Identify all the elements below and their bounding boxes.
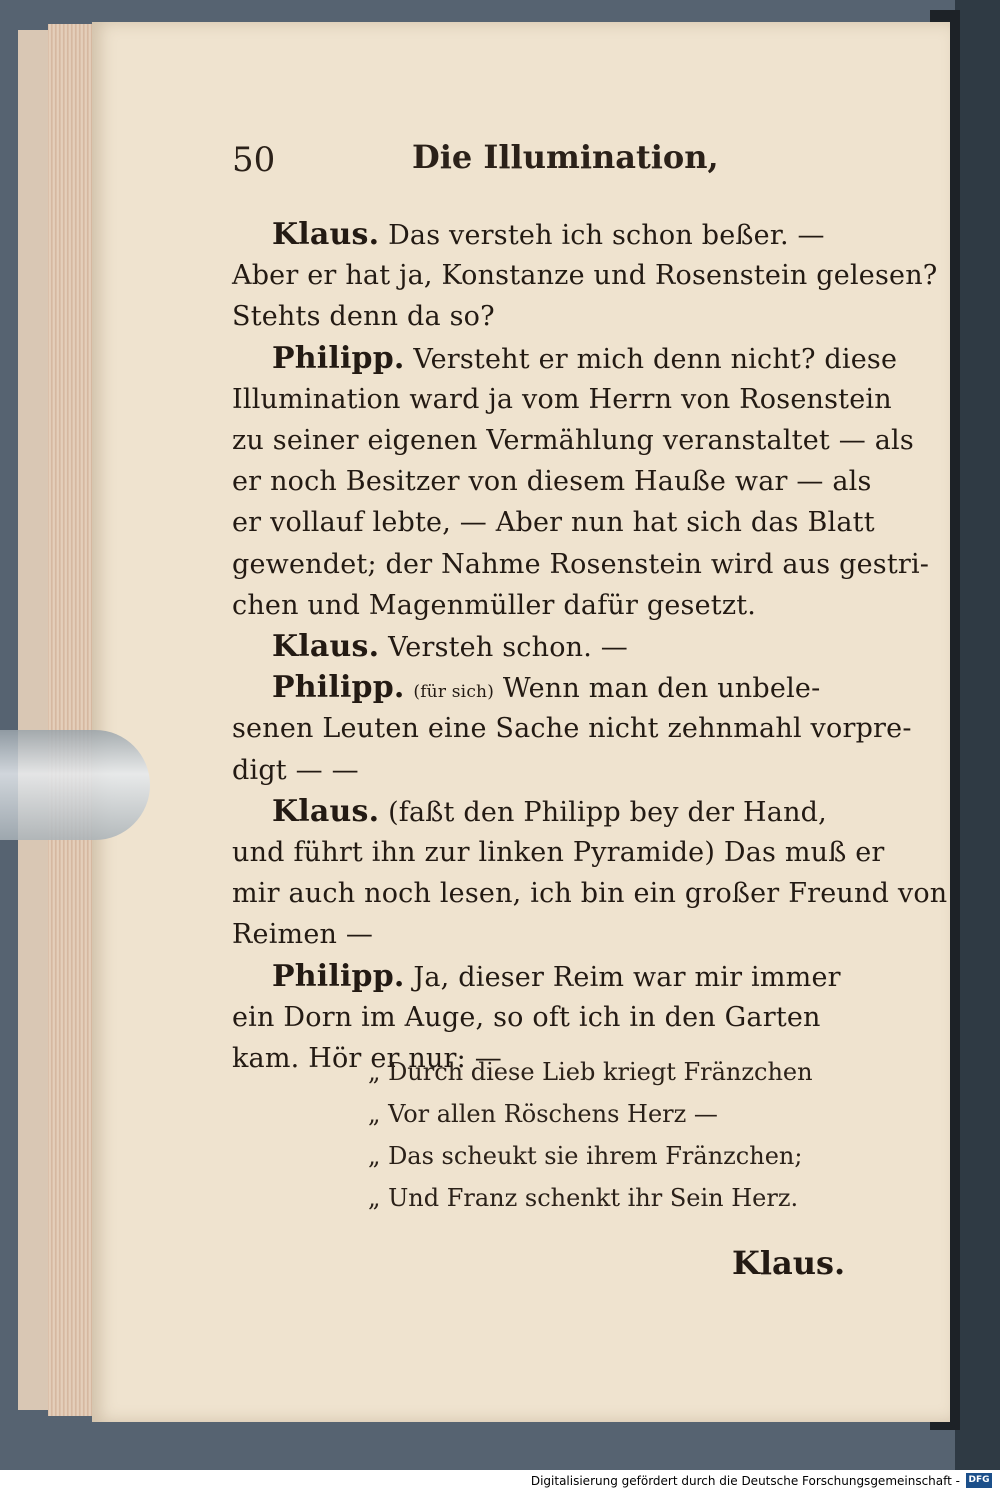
text-line (232, 586, 872, 626)
line-text: Das versteh ich schon beßer. — (388, 220, 825, 251)
text-line (272, 957, 872, 998)
line-text: chen und Magenmüller dafür gesetzt. (232, 589, 757, 621)
text-line (272, 668, 872, 712)
text-line (232, 751, 872, 791)
text-line (232, 256, 938, 296)
line-text: und führt ihn zur linken Pyramide) Das muß er (232, 837, 885, 868)
line-text: Wenn man den unbele- (502, 673, 821, 705)
speaker-name: Klaus. (272, 217, 380, 252)
text-line (232, 874, 948, 914)
speaker-name: Philipp. (272, 958, 405, 994)
line-text: er vollauf lebte, — Aber nun hat sich das Blatt (232, 507, 875, 539)
line-text: gewendet; der Nahme Rosenstein wird aus gestri- (232, 548, 930, 580)
text-line (232, 462, 872, 502)
page-clip (0, 730, 150, 840)
verse-line: „ Und Franz schenkt ihr Sein Herz. (368, 1184, 799, 1212)
verse-line: „ Das scheukt sie ihrem Fränzchen; (368, 1142, 803, 1170)
line-text: (faßt den Philipp bey der Hand, (388, 796, 827, 828)
line-text: ein Dorn im Auge, so oft ich in den Garten (232, 1001, 821, 1033)
speaker-name: Philipp. (272, 340, 405, 376)
text-line (232, 998, 872, 1038)
line-text: Stehts denn da so? (232, 301, 495, 333)
text-line (232, 503, 875, 543)
speaker-name: Klaus. (272, 629, 380, 664)
line-text: Versteht er mich denn nicht? diese (413, 343, 898, 375)
footer-bar (0, 1470, 1000, 1493)
stage-direction: (für sich) (413, 682, 495, 703)
dfg-logo: DFG (966, 1473, 992, 1488)
page-edges (48, 24, 96, 1416)
footer-credit: Digitalisierung gefördert durch die Deutsche Forschungsgemeinschaft - (530, 1474, 960, 1488)
text-line (272, 339, 898, 380)
line-text: senen Leuten eine Sache nicht zehnmahl vorpre- (232, 713, 912, 745)
text-line (232, 421, 914, 461)
line-text: Versteh schon. — (388, 632, 629, 663)
speaker-name: Klaus. (272, 793, 380, 829)
line-text: kam. Hör er nur: — (232, 1043, 502, 1074)
text-line (232, 297, 872, 337)
line-text: er noch Besitzer von diesem Hauße war — als (232, 466, 872, 498)
line-text: Aber er hat ja, Konstanze und Rosenstein gelesen? (232, 260, 938, 292)
text-line (272, 792, 872, 833)
text-line (232, 709, 912, 749)
text-line (232, 915, 872, 955)
line-text: digt — — (232, 754, 359, 786)
line-text: mir auch noch lesen, ich bin ein großer Freund von (232, 878, 948, 910)
text-line (272, 627, 872, 668)
verse-line: „ Durch diese Lieb kriegt Fränzchen (368, 1058, 813, 1086)
book-spine-background (955, 0, 1000, 1470)
text-line (232, 833, 885, 873)
text-line (232, 545, 930, 585)
line-text: zu seiner eigenen Vermählung veranstaltet — als (232, 425, 914, 456)
line-text: Illumination ward ja vom Herrn von Rosenstein (232, 383, 892, 415)
verse-line: „ Vor allen Röschens Herz — (368, 1100, 718, 1128)
text-line (272, 215, 872, 256)
line-text: Ja, dieser Reim war mir immer (413, 961, 841, 993)
line-text: Reimen — (232, 919, 374, 951)
catchword: Klaus. (732, 1244, 846, 1282)
running-head: Die Illumination, (412, 138, 719, 176)
text-line (232, 380, 892, 420)
speaker-name: Philipp. (272, 670, 405, 706)
page-number: 50 (232, 140, 276, 180)
